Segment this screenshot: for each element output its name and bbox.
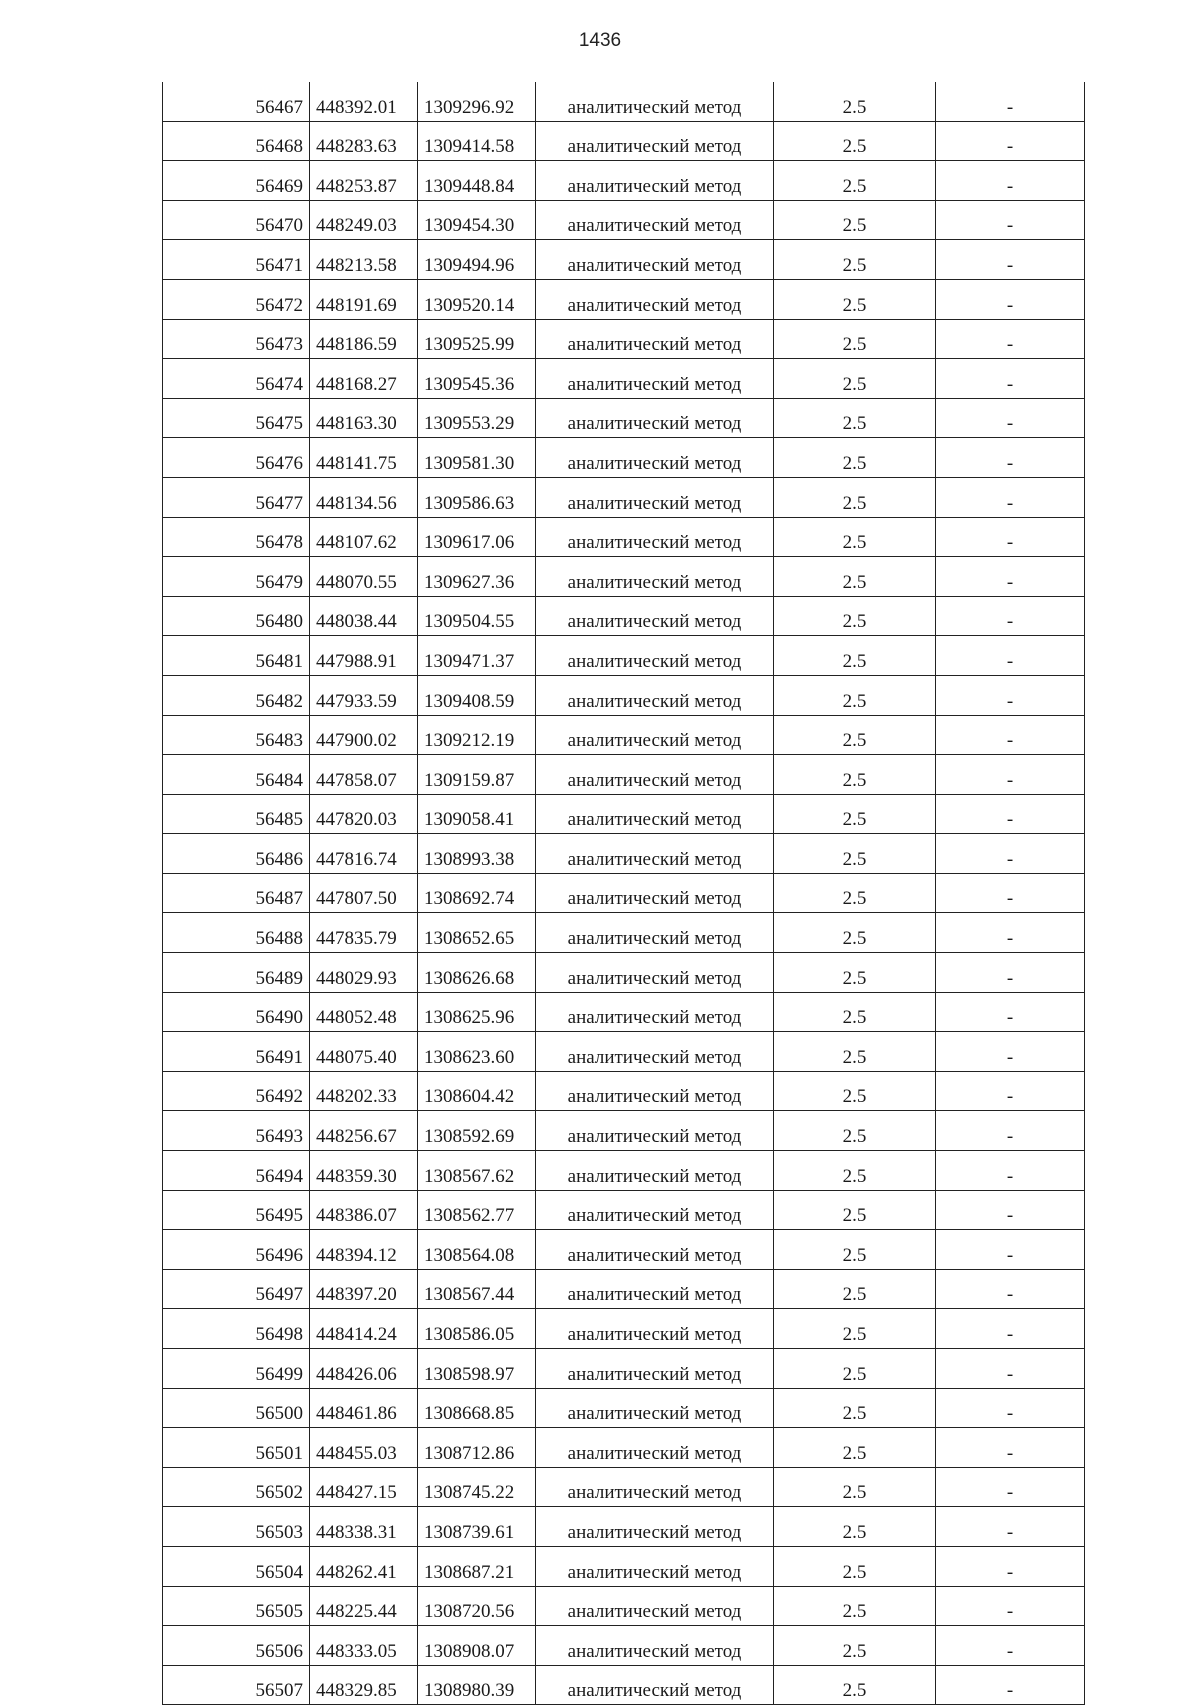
x-coordinate-cell: 447933.59 bbox=[310, 675, 418, 715]
table-row bbox=[163, 596, 1085, 636]
table-row bbox=[163, 121, 1085, 161]
table-row bbox=[163, 517, 1085, 557]
method-cell: аналитический метод bbox=[536, 1151, 774, 1191]
note-cell: - bbox=[936, 1507, 1085, 1547]
note-cell: - bbox=[936, 794, 1085, 834]
point-number-cell: 56507 bbox=[163, 1665, 310, 1705]
method-cell: аналитический метод bbox=[536, 477, 774, 517]
accuracy-cell: 2.5 bbox=[774, 1269, 936, 1309]
x-coordinate-cell: 448107.62 bbox=[310, 517, 418, 557]
y-coordinate-cell: 1308626.68 bbox=[418, 953, 536, 993]
method-cell: аналитический метод bbox=[536, 1071, 774, 1111]
x-coordinate-cell: 448213.58 bbox=[310, 240, 418, 280]
method-cell: аналитический метод bbox=[536, 240, 774, 280]
point-number-cell: 56494 bbox=[163, 1151, 310, 1191]
note-cell: - bbox=[936, 1428, 1085, 1468]
table-row bbox=[163, 438, 1085, 478]
table-row bbox=[163, 675, 1085, 715]
note-cell: - bbox=[936, 675, 1085, 715]
x-coordinate-cell: 447988.91 bbox=[310, 636, 418, 676]
note-cell: - bbox=[936, 1665, 1085, 1705]
method-cell: аналитический метод bbox=[536, 1111, 774, 1151]
table-row bbox=[163, 1626, 1085, 1666]
note-cell: - bbox=[936, 161, 1085, 201]
note-cell: - bbox=[936, 715, 1085, 755]
x-coordinate-cell: 448262.41 bbox=[310, 1546, 418, 1586]
note-cell: - bbox=[936, 279, 1085, 319]
note-cell: - bbox=[936, 557, 1085, 597]
method-cell: аналитический метод bbox=[536, 1269, 774, 1309]
accuracy-cell: 2.5 bbox=[774, 121, 936, 161]
x-coordinate-cell: 448186.59 bbox=[310, 319, 418, 359]
y-coordinate-cell: 1308604.42 bbox=[418, 1071, 536, 1111]
accuracy-cell: 2.5 bbox=[774, 438, 936, 478]
y-coordinate-cell: 1309058.41 bbox=[418, 794, 536, 834]
x-coordinate-cell: 448038.44 bbox=[310, 596, 418, 636]
accuracy-cell: 2.5 bbox=[774, 1111, 936, 1151]
y-coordinate-cell: 1308623.60 bbox=[418, 1032, 536, 1072]
x-coordinate-cell: 447835.79 bbox=[310, 913, 418, 953]
x-coordinate-cell: 448414.24 bbox=[310, 1309, 418, 1349]
point-number-cell: 56474 bbox=[163, 359, 310, 399]
note-cell: - bbox=[936, 359, 1085, 399]
y-coordinate-cell: 1309454.30 bbox=[418, 200, 536, 240]
x-coordinate-cell: 448397.20 bbox=[310, 1269, 418, 1309]
table-row bbox=[163, 636, 1085, 676]
point-number-cell: 56469 bbox=[163, 161, 310, 201]
x-coordinate-cell: 448202.33 bbox=[310, 1071, 418, 1111]
table-row bbox=[163, 161, 1085, 201]
point-number-cell: 56471 bbox=[163, 240, 310, 280]
accuracy-cell: 2.5 bbox=[774, 398, 936, 438]
y-coordinate-cell: 1309494.96 bbox=[418, 240, 536, 280]
x-coordinate-cell: 448338.31 bbox=[310, 1507, 418, 1547]
method-cell: аналитический метод bbox=[536, 1190, 774, 1230]
y-coordinate-cell: 1308562.77 bbox=[418, 1190, 536, 1230]
table-row bbox=[163, 1665, 1085, 1705]
method-cell: аналитический метод bbox=[536, 794, 774, 834]
note-cell: - bbox=[936, 913, 1085, 953]
note-cell: - bbox=[936, 477, 1085, 517]
accuracy-cell: 2.5 bbox=[774, 1428, 936, 1468]
y-coordinate-cell: 1309448.84 bbox=[418, 161, 536, 201]
table-row bbox=[163, 82, 1085, 121]
note-cell: - bbox=[936, 1032, 1085, 1072]
y-coordinate-cell: 1309545.36 bbox=[418, 359, 536, 399]
y-coordinate-cell: 1309627.36 bbox=[418, 557, 536, 597]
x-coordinate-cell: 447816.74 bbox=[310, 834, 418, 874]
y-coordinate-cell: 1308712.86 bbox=[418, 1428, 536, 1468]
note-cell: - bbox=[936, 992, 1085, 1032]
accuracy-cell: 2.5 bbox=[774, 1626, 936, 1666]
x-coordinate-cell: 448225.44 bbox=[310, 1586, 418, 1626]
table-row bbox=[163, 1032, 1085, 1072]
point-number-cell: 56482 bbox=[163, 675, 310, 715]
y-coordinate-cell: 1308692.74 bbox=[418, 873, 536, 913]
note-cell: - bbox=[936, 1626, 1085, 1666]
table-row bbox=[163, 359, 1085, 399]
note-cell: - bbox=[936, 1388, 1085, 1428]
table-row bbox=[163, 834, 1085, 874]
y-coordinate-cell: 1308652.65 bbox=[418, 913, 536, 953]
coordinates-table-body bbox=[163, 82, 1085, 1705]
method-cell: аналитический метод bbox=[536, 715, 774, 755]
method-cell: аналитический метод bbox=[536, 359, 774, 399]
table-row bbox=[163, 1349, 1085, 1389]
y-coordinate-cell: 1308980.39 bbox=[418, 1665, 536, 1705]
method-cell: аналитический метод bbox=[536, 1546, 774, 1586]
accuracy-cell: 2.5 bbox=[774, 1151, 936, 1191]
y-coordinate-cell: 1309471.37 bbox=[418, 636, 536, 676]
table-row bbox=[163, 794, 1085, 834]
point-number-cell: 56487 bbox=[163, 873, 310, 913]
table-row bbox=[163, 1190, 1085, 1230]
point-number-cell: 56488 bbox=[163, 913, 310, 953]
point-number-cell: 56501 bbox=[163, 1428, 310, 1468]
table-row bbox=[163, 873, 1085, 913]
x-coordinate-cell: 448075.40 bbox=[310, 1032, 418, 1072]
accuracy-cell: 2.5 bbox=[774, 992, 936, 1032]
point-number-cell: 56502 bbox=[163, 1467, 310, 1507]
y-coordinate-cell: 1309408.59 bbox=[418, 675, 536, 715]
accuracy-cell: 2.5 bbox=[774, 675, 936, 715]
method-cell: аналитический метод bbox=[536, 755, 774, 795]
point-number-cell: 56476 bbox=[163, 438, 310, 478]
x-coordinate-cell: 448134.56 bbox=[310, 477, 418, 517]
accuracy-cell: 2.5 bbox=[774, 873, 936, 913]
accuracy-cell: 2.5 bbox=[774, 1467, 936, 1507]
accuracy-cell: 2.5 bbox=[774, 1586, 936, 1626]
point-number-cell: 56499 bbox=[163, 1349, 310, 1389]
note-cell: - bbox=[936, 596, 1085, 636]
method-cell: аналитический метод bbox=[536, 1349, 774, 1389]
accuracy-cell: 2.5 bbox=[774, 319, 936, 359]
method-cell: аналитический метод bbox=[536, 675, 774, 715]
x-coordinate-cell: 447807.50 bbox=[310, 873, 418, 913]
point-number-cell: 56504 bbox=[163, 1546, 310, 1586]
note-cell: - bbox=[936, 1071, 1085, 1111]
method-cell: аналитический метод bbox=[536, 161, 774, 201]
y-coordinate-cell: 1309525.99 bbox=[418, 319, 536, 359]
note-cell: - bbox=[936, 1230, 1085, 1270]
note-cell: - bbox=[936, 1151, 1085, 1191]
accuracy-cell: 2.5 bbox=[774, 1309, 936, 1349]
y-coordinate-cell: 1308745.22 bbox=[418, 1467, 536, 1507]
point-number-cell: 56495 bbox=[163, 1190, 310, 1230]
note-cell: - bbox=[936, 398, 1085, 438]
y-coordinate-cell: 1309581.30 bbox=[418, 438, 536, 478]
table-row bbox=[163, 279, 1085, 319]
method-cell: аналитический метод bbox=[536, 82, 774, 121]
accuracy-cell: 2.5 bbox=[774, 715, 936, 755]
method-cell: аналитический метод bbox=[536, 319, 774, 359]
point-number-cell: 56477 bbox=[163, 477, 310, 517]
table-row bbox=[163, 953, 1085, 993]
y-coordinate-cell: 1308592.69 bbox=[418, 1111, 536, 1151]
accuracy-cell: 2.5 bbox=[774, 240, 936, 280]
table-row bbox=[163, 1586, 1085, 1626]
x-coordinate-cell: 448253.87 bbox=[310, 161, 418, 201]
method-cell: аналитический метод bbox=[536, 596, 774, 636]
x-coordinate-cell: 447900.02 bbox=[310, 715, 418, 755]
x-coordinate-cell: 448394.12 bbox=[310, 1230, 418, 1270]
y-coordinate-cell: 1308908.07 bbox=[418, 1626, 536, 1666]
y-coordinate-cell: 1308564.08 bbox=[418, 1230, 536, 1270]
note-cell: - bbox=[936, 82, 1085, 121]
method-cell: аналитический метод bbox=[536, 636, 774, 676]
accuracy-cell: 2.5 bbox=[774, 1665, 936, 1705]
x-coordinate-cell: 448256.67 bbox=[310, 1111, 418, 1151]
point-number-cell: 56506 bbox=[163, 1626, 310, 1666]
accuracy-cell: 2.5 bbox=[774, 1230, 936, 1270]
accuracy-cell: 2.5 bbox=[774, 359, 936, 399]
y-coordinate-cell: 1309617.06 bbox=[418, 517, 536, 557]
table-row bbox=[163, 1507, 1085, 1547]
accuracy-cell: 2.5 bbox=[774, 279, 936, 319]
table-row bbox=[163, 1428, 1085, 1468]
y-coordinate-cell: 1308687.21 bbox=[418, 1546, 536, 1586]
point-number-cell: 56467 bbox=[163, 82, 310, 121]
point-number-cell: 56486 bbox=[163, 834, 310, 874]
method-cell: аналитический метод bbox=[536, 1428, 774, 1468]
note-cell: - bbox=[936, 1309, 1085, 1349]
point-number-cell: 56498 bbox=[163, 1309, 310, 1349]
note-cell: - bbox=[936, 1269, 1085, 1309]
x-coordinate-cell: 448052.48 bbox=[310, 992, 418, 1032]
table-row bbox=[163, 1111, 1085, 1151]
y-coordinate-cell: 1308567.62 bbox=[418, 1151, 536, 1191]
accuracy-cell: 2.5 bbox=[774, 834, 936, 874]
y-coordinate-cell: 1308586.05 bbox=[418, 1309, 536, 1349]
y-coordinate-cell: 1309296.92 bbox=[418, 82, 536, 121]
table-row bbox=[163, 1269, 1085, 1309]
note-cell: - bbox=[936, 240, 1085, 280]
y-coordinate-cell: 1309159.87 bbox=[418, 755, 536, 795]
table-row bbox=[163, 913, 1085, 953]
x-coordinate-cell: 447858.07 bbox=[310, 755, 418, 795]
y-coordinate-cell: 1309553.29 bbox=[418, 398, 536, 438]
method-cell: аналитический метод bbox=[536, 992, 774, 1032]
method-cell: аналитический метод bbox=[536, 1388, 774, 1428]
table-row bbox=[163, 319, 1085, 359]
table-row bbox=[163, 557, 1085, 597]
x-coordinate-cell: 448141.75 bbox=[310, 438, 418, 478]
note-cell: - bbox=[936, 1111, 1085, 1151]
x-coordinate-cell: 448426.06 bbox=[310, 1349, 418, 1389]
method-cell: аналитический метод bbox=[536, 1032, 774, 1072]
note-cell: - bbox=[936, 636, 1085, 676]
accuracy-cell: 2.5 bbox=[774, 755, 936, 795]
table-row bbox=[163, 398, 1085, 438]
accuracy-cell: 2.5 bbox=[774, 1071, 936, 1111]
table-row bbox=[163, 200, 1085, 240]
point-number-cell: 56485 bbox=[163, 794, 310, 834]
method-cell: аналитический метод bbox=[536, 398, 774, 438]
point-number-cell: 56484 bbox=[163, 755, 310, 795]
table-row bbox=[163, 1546, 1085, 1586]
method-cell: аналитический метод bbox=[536, 834, 774, 874]
table-row bbox=[163, 715, 1085, 755]
point-number-cell: 56480 bbox=[163, 596, 310, 636]
x-coordinate-cell: 448070.55 bbox=[310, 557, 418, 597]
point-number-cell: 56496 bbox=[163, 1230, 310, 1270]
x-coordinate-cell: 448455.03 bbox=[310, 1428, 418, 1468]
point-number-cell: 56505 bbox=[163, 1586, 310, 1626]
x-coordinate-cell: 448029.93 bbox=[310, 953, 418, 993]
method-cell: аналитический метод bbox=[536, 953, 774, 993]
x-coordinate-cell: 448392.01 bbox=[310, 82, 418, 121]
accuracy-cell: 2.5 bbox=[774, 1388, 936, 1428]
y-coordinate-cell: 1308567.44 bbox=[418, 1269, 536, 1309]
method-cell: аналитический метод bbox=[536, 873, 774, 913]
accuracy-cell: 2.5 bbox=[774, 596, 936, 636]
method-cell: аналитический метод bbox=[536, 1507, 774, 1547]
method-cell: аналитический метод bbox=[536, 1626, 774, 1666]
note-cell: - bbox=[936, 873, 1085, 913]
point-number-cell: 56500 bbox=[163, 1388, 310, 1428]
point-number-cell: 56497 bbox=[163, 1269, 310, 1309]
method-cell: аналитический метод bbox=[536, 1309, 774, 1349]
point-number-cell: 56493 bbox=[163, 1111, 310, 1151]
accuracy-cell: 2.5 bbox=[774, 1546, 936, 1586]
method-cell: аналитический метод bbox=[536, 438, 774, 478]
method-cell: аналитический метод bbox=[536, 1586, 774, 1626]
note-cell: - bbox=[936, 438, 1085, 478]
y-coordinate-cell: 1308625.96 bbox=[418, 992, 536, 1032]
point-number-cell: 56490 bbox=[163, 992, 310, 1032]
x-coordinate-cell: 448427.15 bbox=[310, 1467, 418, 1507]
y-coordinate-cell: 1309212.19 bbox=[418, 715, 536, 755]
y-coordinate-cell: 1308739.61 bbox=[418, 1507, 536, 1547]
accuracy-cell: 2.5 bbox=[774, 1032, 936, 1072]
table-row bbox=[163, 240, 1085, 280]
method-cell: аналитический метод bbox=[536, 200, 774, 240]
point-number-cell: 56478 bbox=[163, 517, 310, 557]
point-number-cell: 56492 bbox=[163, 1071, 310, 1111]
note-cell: - bbox=[936, 1546, 1085, 1586]
note-cell: - bbox=[936, 517, 1085, 557]
table-row bbox=[163, 477, 1085, 517]
table-row bbox=[163, 1467, 1085, 1507]
x-coordinate-cell: 448359.30 bbox=[310, 1151, 418, 1191]
table-row bbox=[163, 1230, 1085, 1270]
note-cell: - bbox=[936, 121, 1085, 161]
method-cell: аналитический метод bbox=[536, 1665, 774, 1705]
point-number-cell: 56472 bbox=[163, 279, 310, 319]
method-cell: аналитический метод bbox=[536, 1467, 774, 1507]
table-row bbox=[163, 1151, 1085, 1191]
note-cell: - bbox=[936, 1467, 1085, 1507]
note-cell: - bbox=[936, 953, 1085, 993]
table-row bbox=[163, 992, 1085, 1032]
x-coordinate-cell: 448386.07 bbox=[310, 1190, 418, 1230]
accuracy-cell: 2.5 bbox=[774, 636, 936, 676]
point-number-cell: 56479 bbox=[163, 557, 310, 597]
accuracy-cell: 2.5 bbox=[774, 517, 936, 557]
table-row bbox=[163, 1071, 1085, 1111]
accuracy-cell: 2.5 bbox=[774, 1507, 936, 1547]
accuracy-cell: 2.5 bbox=[774, 82, 936, 121]
method-cell: аналитический метод bbox=[536, 279, 774, 319]
method-cell: аналитический метод bbox=[536, 121, 774, 161]
accuracy-cell: 2.5 bbox=[774, 200, 936, 240]
point-number-cell: 56491 bbox=[163, 1032, 310, 1072]
point-number-cell: 56473 bbox=[163, 319, 310, 359]
point-number-cell: 56483 bbox=[163, 715, 310, 755]
x-coordinate-cell: 448191.69 bbox=[310, 279, 418, 319]
accuracy-cell: 2.5 bbox=[774, 161, 936, 201]
table-row bbox=[163, 1388, 1085, 1428]
x-coordinate-cell: 448249.03 bbox=[310, 200, 418, 240]
accuracy-cell: 2.5 bbox=[774, 794, 936, 834]
page-number: 1436 bbox=[578, 30, 622, 51]
accuracy-cell: 2.5 bbox=[774, 953, 936, 993]
y-coordinate-cell: 1308720.56 bbox=[418, 1586, 536, 1626]
x-coordinate-cell: 448163.30 bbox=[310, 398, 418, 438]
y-coordinate-cell: 1309414.58 bbox=[418, 121, 536, 161]
method-cell: аналитический метод bbox=[536, 517, 774, 557]
point-number-cell: 56481 bbox=[163, 636, 310, 676]
coordinates-table bbox=[162, 82, 1085, 1705]
note-cell: - bbox=[936, 1586, 1085, 1626]
note-cell: - bbox=[936, 1349, 1085, 1389]
note-cell: - bbox=[936, 200, 1085, 240]
point-number-cell: 56470 bbox=[163, 200, 310, 240]
accuracy-cell: 2.5 bbox=[774, 1349, 936, 1389]
point-number-cell: 56468 bbox=[163, 121, 310, 161]
x-coordinate-cell: 447820.03 bbox=[310, 794, 418, 834]
y-coordinate-cell: 1309520.14 bbox=[418, 279, 536, 319]
accuracy-cell: 2.5 bbox=[774, 557, 936, 597]
table-row bbox=[163, 1309, 1085, 1349]
y-coordinate-cell: 1308598.97 bbox=[418, 1349, 536, 1389]
x-coordinate-cell: 448461.86 bbox=[310, 1388, 418, 1428]
x-coordinate-cell: 448329.85 bbox=[310, 1665, 418, 1705]
table-row bbox=[163, 755, 1085, 795]
y-coordinate-cell: 1309586.63 bbox=[418, 477, 536, 517]
method-cell: аналитический метод bbox=[536, 1230, 774, 1270]
x-coordinate-cell: 448283.63 bbox=[310, 121, 418, 161]
y-coordinate-cell: 1309504.55 bbox=[418, 596, 536, 636]
point-number-cell: 56489 bbox=[163, 953, 310, 993]
method-cell: аналитический метод bbox=[536, 557, 774, 597]
note-cell: - bbox=[936, 834, 1085, 874]
note-cell: - bbox=[936, 1190, 1085, 1230]
accuracy-cell: 2.5 bbox=[774, 477, 936, 517]
y-coordinate-cell: 1308668.85 bbox=[418, 1388, 536, 1428]
note-cell: - bbox=[936, 755, 1085, 795]
y-coordinate-cell: 1308993.38 bbox=[418, 834, 536, 874]
accuracy-cell: 2.5 bbox=[774, 1190, 936, 1230]
method-cell: аналитический метод bbox=[536, 913, 774, 953]
x-coordinate-cell: 448333.05 bbox=[310, 1626, 418, 1666]
accuracy-cell: 2.5 bbox=[774, 913, 936, 953]
note-cell: - bbox=[936, 319, 1085, 359]
point-number-cell: 56475 bbox=[163, 398, 310, 438]
point-number-cell: 56503 bbox=[163, 1507, 310, 1547]
x-coordinate-cell: 448168.27 bbox=[310, 359, 418, 399]
